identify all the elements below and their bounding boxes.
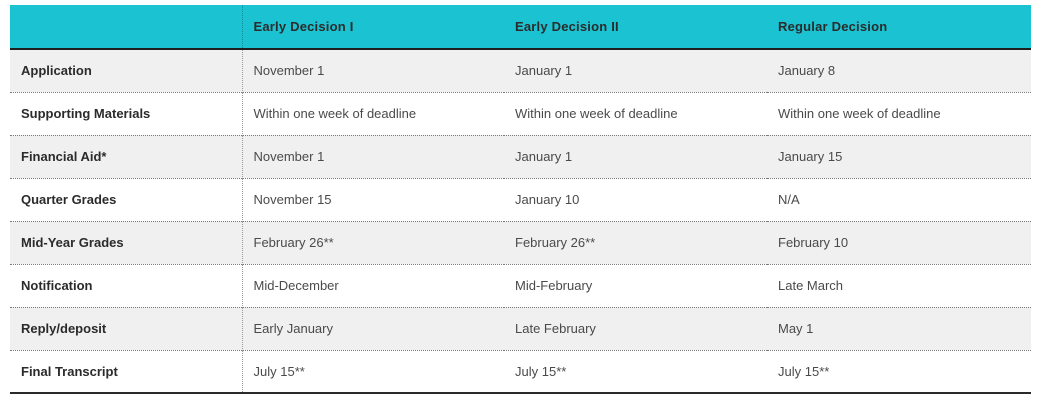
table-cell: February 26** [253, 235, 334, 250]
table-row [10, 49, 1031, 92]
table-cell: N/A [778, 192, 800, 207]
header-blank-cell [10, 5, 242, 49]
row-label: Reply/deposit [10, 307, 242, 350]
table-cell: January 15 [778, 149, 843, 164]
table-cell: Within one week of deadline [253, 106, 417, 121]
table-cell: Mid-February [515, 278, 593, 293]
header-early-decision-1: Early Decision I [253, 19, 354, 34]
table-cell: Early January [253, 321, 333, 336]
table-cell: January 10 [515, 192, 580, 207]
table-cell: July 15** [515, 363, 567, 379]
table-header-row [10, 5, 1031, 49]
table-cell: November 15 [253, 192, 332, 207]
deadlines-table [10, 5, 1031, 394]
table-cell: February 10 [778, 235, 849, 250]
table-row [10, 350, 1031, 393]
table-cell: July 15** [778, 363, 830, 379]
table-cell: November 1 [253, 149, 325, 164]
row-label: Mid-Year Grades [10, 221, 242, 264]
row-label: Supporting Materials [10, 92, 242, 135]
deadlines-table-container [10, 5, 1031, 394]
table-row [10, 264, 1031, 307]
table-row [10, 178, 1031, 221]
table-cell: January 8 [778, 63, 836, 79]
table-cell: January 1 [515, 149, 573, 164]
header-regular-decision: Regular Decision [778, 19, 888, 34]
row-label: Quarter Grades [10, 178, 242, 221]
table-row [10, 92, 1031, 135]
row-label: Application [10, 49, 242, 92]
table-cell: Mid-December [253, 278, 339, 293]
row-label: Financial Aid* [10, 135, 242, 178]
table-cell: May 1 [778, 321, 814, 336]
table-cell: July 15** [253, 363, 305, 379]
table-row [10, 307, 1031, 350]
table-row [10, 221, 1031, 264]
header-early-decision-2: Early Decision II [515, 19, 619, 34]
table-row [10, 135, 1031, 178]
row-label: Final Transcript [10, 350, 242, 393]
table-cell: Late February [515, 321, 596, 336]
table-cell: February 26** [515, 235, 596, 250]
table-cell: Late March [778, 278, 844, 293]
table-cell: January 1 [515, 63, 573, 79]
table-cell: Within one week of deadline [778, 106, 941, 121]
table-cell: November 1 [253, 63, 325, 79]
row-label: Notification [10, 264, 242, 307]
table-cell: Within one week of deadline [515, 106, 678, 121]
